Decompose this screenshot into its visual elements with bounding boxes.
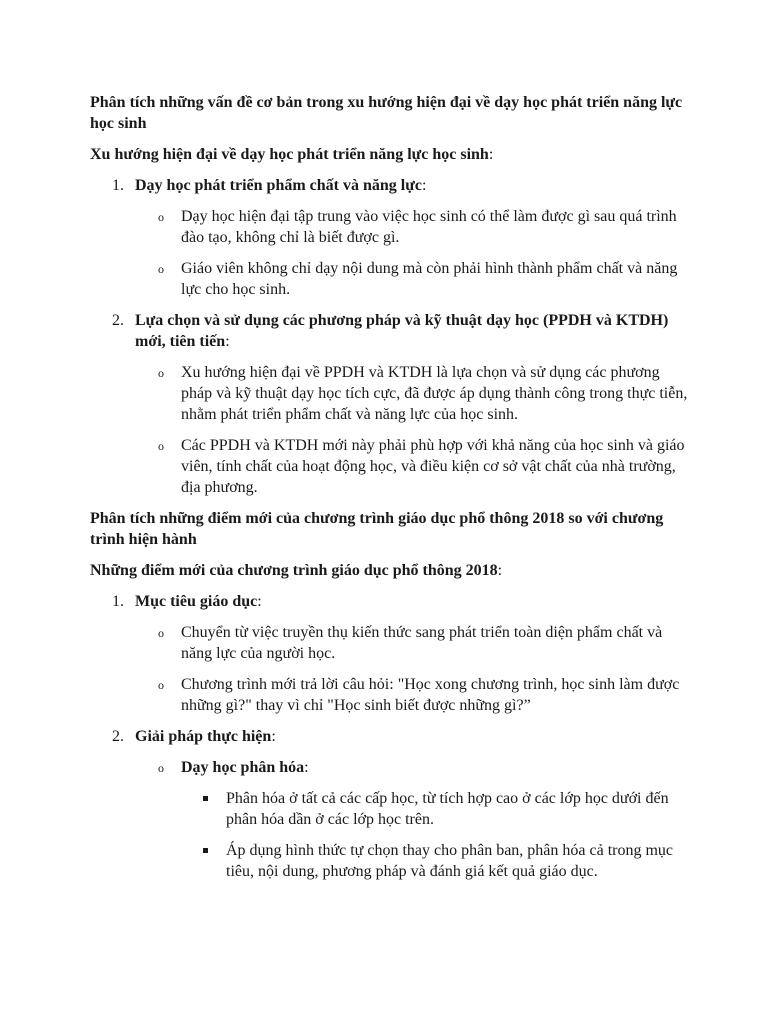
section-1-title bbox=[90, 144, 688, 165]
heading-1: Phân tích những vấn đề cơ bản trong xu hướng hiện đại về dạy học phát triển năng lực học sinh bbox=[90, 94, 683, 132]
sub-item-title-text: Dạy học phân hóa bbox=[181, 759, 305, 776]
item-title-text: Giải pháp thực hiện bbox=[135, 728, 272, 745]
item-title-text: Lựa chọn và sử dụng các phương pháp và kỹ thuật dạy học (PPDH và KTDH) mới, tiên tiến bbox=[135, 312, 669, 350]
heading-2: Phân tích những điểm mới của chương trình giáo dục phổ thông 2018 so với chương trình hiện hành bbox=[90, 510, 664, 548]
sub-list bbox=[135, 362, 688, 498]
circle-bullet-icon: o bbox=[158, 366, 164, 380]
section-1-list bbox=[90, 175, 688, 498]
sub-item bbox=[135, 435, 688, 498]
list-number: 2. bbox=[112, 728, 124, 745]
sub-item-title-colon: : bbox=[304, 759, 309, 776]
item-title bbox=[135, 175, 688, 196]
item-title bbox=[135, 591, 688, 612]
circle-bullet-icon: o bbox=[158, 439, 164, 453]
item-title-text: Mục tiêu giáo dục bbox=[135, 593, 258, 610]
list-number: 1. bbox=[112, 177, 124, 194]
sub-item bbox=[135, 622, 688, 664]
section-2-title-colon: : bbox=[497, 562, 503, 579]
section-2-item-1 bbox=[90, 591, 688, 716]
subsub-item bbox=[181, 840, 688, 882]
circle-bullet-icon: o bbox=[158, 210, 164, 224]
subsub-list bbox=[181, 788, 688, 882]
circle-bullet-icon: o bbox=[158, 678, 164, 692]
subsub-item bbox=[181, 788, 688, 830]
sub-item bbox=[135, 362, 688, 425]
item-title-colon: : bbox=[257, 593, 262, 610]
list-number: 2. bbox=[112, 312, 124, 329]
section-2-title bbox=[90, 560, 688, 581]
circle-bullet-icon: o bbox=[158, 262, 164, 276]
sub-item-text: Các PPDH và KTDH mới này phải phù hợp với khả năng của học sinh và giáo viên, tính chất của hoạt động học, và điều kiện cơ sở vật chất của nhà trường, địa phương. bbox=[181, 437, 685, 496]
item-title-text: Dạy học phát triển phẩm chất và năng lực bbox=[135, 177, 422, 194]
item-title-colon: : bbox=[421, 177, 427, 194]
section-1-item-1 bbox=[90, 175, 688, 300]
item-title bbox=[135, 310, 688, 352]
sub-item bbox=[135, 258, 688, 300]
circle-bullet-icon: o bbox=[158, 761, 164, 775]
sub-list bbox=[135, 206, 688, 300]
section-2-list bbox=[90, 591, 688, 882]
sub-item-text: Chương trình mới trả lời câu hỏi: "Học xong chương trình, học sinh làm được những gì?" thay vì chỉ "Học sinh biết được những gì?” bbox=[181, 676, 680, 714]
list-number: 1. bbox=[112, 593, 124, 610]
sub-item bbox=[135, 674, 688, 716]
item-title bbox=[135, 726, 688, 747]
sub-item-text: Xu hướng hiện đại về PPDH và KTDH là lựa chọn và sử dụng các phương pháp và kỹ thuật dạy học tích cực, đã được áp dụng thành công trong thực tiễn, nhằm phát triển phẩm chất và năng lực của học sinh. bbox=[181, 364, 688, 423]
section-1-title-colon: : bbox=[488, 146, 494, 163]
sub-item-text: Chuyển từ việc truyền thụ kiến thức sang phát triển toàn diện phẩm chất và năng lực của người học. bbox=[181, 624, 663, 662]
sub-item bbox=[135, 757, 688, 882]
sub-item-text: Dạy học hiện đại tập trung vào việc học sinh có thể làm được gì sau quá trình đào tạo, không chỉ là biết được gì. bbox=[181, 208, 677, 246]
sub-list bbox=[135, 622, 688, 716]
sub-item-title bbox=[181, 759, 309, 776]
subsub-item-text: Phân hóa ở tất cả các cấp học, từ tích hợp cao ở các lớp học dưới đến phân hóa dần ở các lớp học trên. bbox=[226, 790, 669, 828]
item-title-colon: : bbox=[225, 333, 230, 350]
section-1-item-2 bbox=[90, 310, 688, 498]
sub-item bbox=[135, 206, 688, 248]
section-2-item-2 bbox=[90, 726, 688, 882]
square-bullet-icon bbox=[203, 848, 208, 853]
sub-item-text: Giáo viên không chỉ dạy nội dung mà còn phải hình thành phẩm chất và năng lực cho học sinh. bbox=[181, 260, 678, 298]
circle-bullet-icon: o bbox=[158, 626, 164, 640]
section-1-title-text: Xu hướng hiện đại về dạy học phát triển năng lực học sinh bbox=[90, 146, 489, 163]
square-bullet-icon bbox=[203, 796, 208, 801]
section-2-title-text: Những điểm mới của chương trình giáo dục phổ thông 2018 bbox=[90, 562, 498, 579]
sub-list bbox=[135, 757, 688, 882]
item-title-colon: : bbox=[271, 728, 276, 745]
subsub-item-text: Áp dụng hình thức tự chọn thay cho phân ban, phân hóa cả trong mục tiêu, nội dung, phương pháp và đánh giá kết quả giáo dục. bbox=[226, 842, 674, 880]
